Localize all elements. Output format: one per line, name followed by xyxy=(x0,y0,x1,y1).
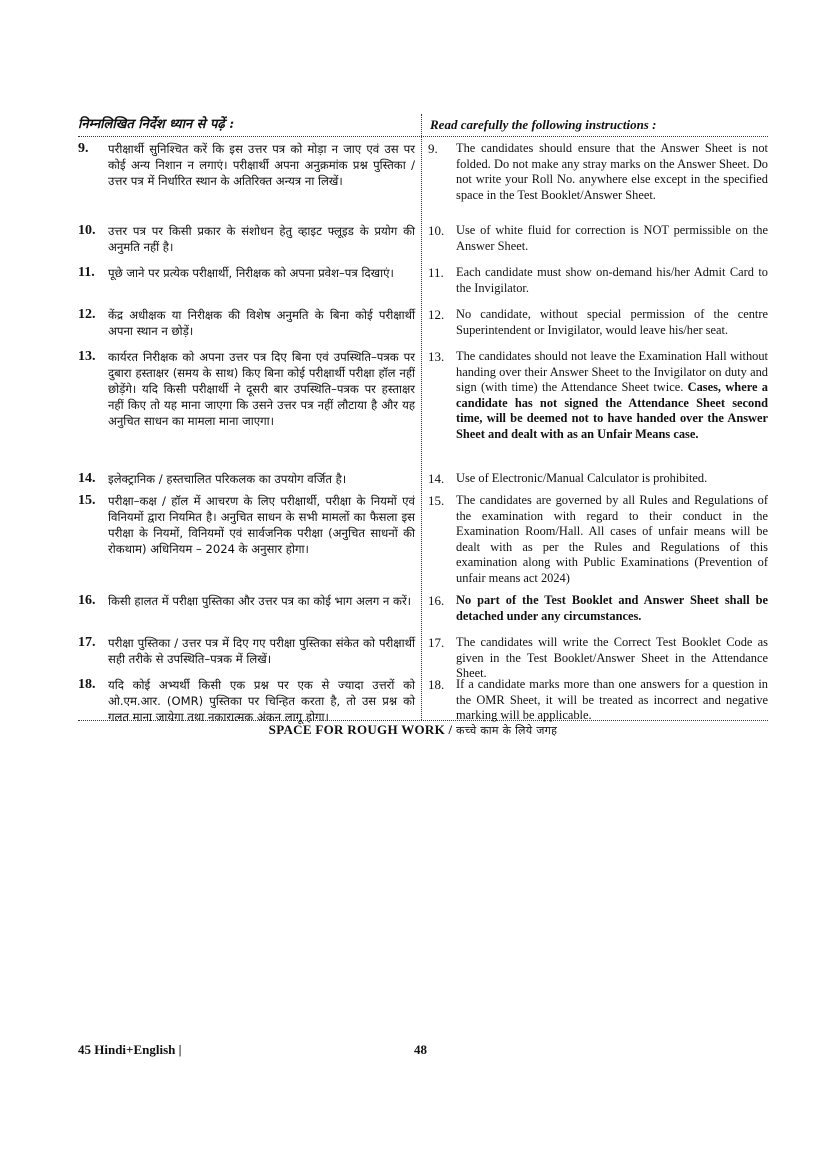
item-number: 10. xyxy=(428,223,445,238)
item-number: 11. xyxy=(78,265,95,280)
hindi-item-10 xyxy=(78,223,421,255)
english-column xyxy=(422,137,768,720)
hindi-item-18 xyxy=(78,677,421,725)
item-text: केंद्र अधीक्षक या निरीक्षक की विशेष अनुमति के बिना कोई परीक्षार्थी अपना स्थान न छोड़ें। xyxy=(108,308,415,338)
footer-code: 45 Hindi+English | xyxy=(78,1042,182,1057)
hindi-item-13 xyxy=(78,349,421,429)
item-number: 9. xyxy=(428,141,438,156)
item-number: 9. xyxy=(78,141,89,156)
item-text: परीक्षा–कक्ष / हॉल में आचरण के लिए परीक्षार्थी, परीक्षा के नियमों एवं विनियमों द्वारा नियमित है। अनुचित साधन के सभी मामलों का फैसला इस परीक्षा के नियमों, विनियमों एवं सार्वजनिक परीक्षा (अनुचित साधनों की रोकथाम) अधिनियम – 2024 के अनुसार होगा। xyxy=(108,494,415,556)
english-item-10 xyxy=(422,223,768,254)
item-text: इलेक्ट्रानिक / हस्तचालित परिकलक का उपयोग वर्जित है। xyxy=(108,472,347,486)
item-text: कार्यरत निरीक्षक को अपना उत्तर पत्र दिए बिना एवं उपस्थिति–पत्रक पर दुबारा हस्ताक्षर (समय के साथ) किए बिना कोई परीक्षार्थी परीक्षा हॉल नहीं छोड़ेंगे। यदि किसी परीक्षार्थी ने दूसरी बार उपस्थिति–पत्रक पर हस्ताक्षर नहीं किए तो यह माना जाएगा कि उसने उत्तर पत्र नहीं लौटाया है और यह अनुचित साधन का मामला माना जाएगा। xyxy=(108,350,415,428)
item-number: 12. xyxy=(428,307,445,322)
hindi-column xyxy=(78,137,422,724)
item-text: No part of the Test Booklet and Answer Sheet shall be detached under any circumstances. xyxy=(456,593,768,623)
hindi-item-12 xyxy=(78,307,421,339)
hindi-item-11 xyxy=(78,265,421,281)
item-text: The candidates are governed by all Rules and Regulations of the examination with regard to their conduct in the Examination Room/Hall. All cases of unfair means will be dealt with as per the Rules and Regulations of this examination along with Public Examinations (Prevention of unfair means act 2024) xyxy=(456,493,768,585)
item-text: The candidates will write the Correct Test Booklet Code as given in the Test Booklet/Answer Sheet in the Attendance Sheet. xyxy=(456,635,768,680)
english-item-16 xyxy=(422,593,768,624)
rough-work-heading xyxy=(0,722,826,738)
item-number: 16. xyxy=(428,593,445,608)
english-item-13 xyxy=(422,349,768,442)
item-number: 18. xyxy=(428,677,445,692)
hindi-heading: निम्नलिखित निर्देश ध्यान से पढ़ें : xyxy=(78,114,422,136)
item-number: 11. xyxy=(428,265,444,280)
item-text-bold: Cases, where a candidate has not signed the Attendance Sheet second time, will be deemed not to have handed over the Answer Sheet and dealt with as an Unfair Means case. xyxy=(456,380,769,441)
rough-work-hindi: कच्चे काम के लिये जगह xyxy=(456,724,558,737)
item-text: उत्तर पत्र पर किसी प्रकार के संशोधन हेतु व्हाइट फ्लूइड के प्रयोग की अनुमति नहीं है। xyxy=(108,224,415,254)
english-item-11 xyxy=(422,265,768,296)
instruction-columns xyxy=(78,137,769,724)
english-item-9 xyxy=(422,141,768,203)
item-number: 14. xyxy=(78,471,96,486)
item-number: 15. xyxy=(78,493,96,508)
item-number: 12. xyxy=(78,307,96,322)
item-number: 10. xyxy=(78,223,96,238)
hindi-item-16 xyxy=(78,593,421,609)
item-number: 15. xyxy=(428,493,445,508)
item-text: परीक्षार्थी सुनिश्चित करें कि इस उत्तर पत्र को मोड़ा न जाए एवं उस पर कोई अन्य निशान न लगाएं। परीक्षार्थी अपना अनुक्रमांक प्रश्न पुस्तिका / उत्तर पत्र में निर्धारित स्थान के अतिरिक्त अन्यत्र ना लिखें। xyxy=(108,142,415,188)
english-heading: Read carefully the following instructions : xyxy=(430,117,657,132)
item-number: 17. xyxy=(428,635,445,650)
english-item-18 xyxy=(422,677,768,724)
hindi-item-9 xyxy=(78,141,421,189)
page-number: 48 xyxy=(414,1042,427,1057)
item-number: 13. xyxy=(428,349,445,364)
item-text: Each candidate must show on-demand his/her Admit Card to the Invigilator. xyxy=(456,265,768,295)
item-text: परीक्षा पुस्तिका / उत्तर पत्र में दिए गए परीक्षा पुस्तिका संकेत को परीक्षार्थी सही तरीके से उपस्थिति–पत्रक में लिखें। xyxy=(108,636,415,666)
rough-work-english: SPACE FOR ROUGH WORK / xyxy=(268,722,453,737)
item-text: पूछे जाने पर प्रत्येक परीक्षार्थी, निरीक्षक को अपना प्रवेश–पत्र दिखाएं। xyxy=(108,266,394,280)
hindi-item-15 xyxy=(78,493,421,557)
item-text xyxy=(456,349,768,442)
item-number: 14. xyxy=(428,471,445,486)
english-item-17 xyxy=(422,635,768,682)
english-item-15 xyxy=(422,493,768,586)
item-number: 18. xyxy=(78,677,96,692)
item-text: No candidate, without special permission of the centre Superintendent or Invigilator, would leave his/her seat. xyxy=(456,307,768,337)
hindi-item-17 xyxy=(78,635,421,667)
item-text-plain: The candidates should not leave the Examination Hall without handing over their Answer Sheet to the Invigilator on duty and sign (with time) the Attendance Sheet twice. xyxy=(456,349,768,394)
item-text: यदि कोई अभ्यर्थी किसी एक प्रश्न पर एक से ज्यादा उत्तरों को ओ.एम.आर. (OMR) पुस्तिका पर चिन्हित करता है, तो उस प्रश्न को गलत माना जायेगा तथा नकारात्मक अंकन लागू होगा। xyxy=(108,678,415,724)
item-number: 16. xyxy=(78,593,96,608)
item-number: 13. xyxy=(78,349,96,364)
item-text: Use of Electronic/Manual Calculator is prohibited. xyxy=(456,471,708,485)
english-item-12 xyxy=(422,307,768,338)
item-text: Use of white fluid for correction is NOT permissible on the Answer Sheet. xyxy=(456,223,768,253)
column-headings xyxy=(78,114,768,137)
item-text: If a candidate marks more than one answers for a question in the OMR Sheet, it will be treated as incorrect and negative marking will be applicable. xyxy=(456,677,768,722)
instructions-frame xyxy=(78,114,769,724)
hindi-item-14 xyxy=(78,471,421,487)
item-text: किसी हालत में परीक्षा पुस्तिका और उत्तर पत्र का कोई भाग अलग न करें। xyxy=(108,594,412,608)
item-text: The candidates should ensure that the Answer Sheet is not folded. Do not make any stray marks on the Answer Sheet. Do not write your Roll No. anywhere else except in the specified space in the Test Booklet/Answer Sheet. xyxy=(456,141,768,202)
item-number: 17. xyxy=(78,635,96,650)
english-item-14 xyxy=(422,471,768,487)
